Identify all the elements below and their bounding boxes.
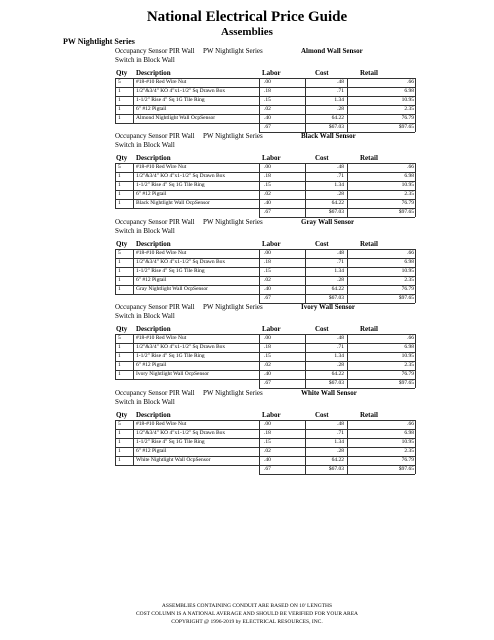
table-gridline xyxy=(259,379,260,388)
total-labor: .67 xyxy=(264,466,271,472)
table-gridline xyxy=(133,334,134,379)
cell-retail: 76.79 xyxy=(401,286,414,292)
total-retail: $97.65 xyxy=(398,466,414,472)
cell-cost: 64.22 xyxy=(331,457,344,463)
cell-retail: 76.79 xyxy=(401,200,414,206)
table-gridline xyxy=(347,249,348,294)
column-header-cost: Cost xyxy=(315,411,329,419)
series-heading: PW Nightlight Series xyxy=(63,37,135,46)
cell-qty: 1 xyxy=(118,277,121,283)
table-gridline xyxy=(115,105,415,106)
table-gridline xyxy=(115,429,415,430)
cell-cost: 64.22 xyxy=(331,286,344,292)
table-gridline xyxy=(115,370,415,371)
cell-description: 6" #12 Pigtail xyxy=(136,106,167,112)
cell-retail: .66 xyxy=(407,164,414,170)
table-gridline xyxy=(415,123,416,132)
assembly-type-label: Occupancy Sensor PIR Wall xyxy=(115,389,195,397)
cell-qty: 1 xyxy=(118,362,121,368)
table-gridline xyxy=(259,294,260,303)
cell-labor: .18 xyxy=(264,173,271,179)
total-cost: $67.03 xyxy=(328,295,344,301)
cell-labor: .15 xyxy=(264,353,271,359)
cell-cost: .48 xyxy=(337,164,344,170)
cell-qty: 5 xyxy=(118,421,121,427)
cell-cost: .28 xyxy=(337,277,344,283)
table-gridline xyxy=(115,258,415,259)
total-retail: $97.65 xyxy=(398,380,414,386)
column-header-retail: Retail xyxy=(360,325,378,333)
footer-line-copyright: COPYRIGHT @ 1996-2019 by ELECTRICAL RESOURCES, INC. xyxy=(171,619,323,625)
cell-qty: 1 xyxy=(118,106,121,112)
cell-description: 1/2"&3/4" KO 4"x1-1/2" Sq Drawn Box xyxy=(136,344,226,350)
assembly-series-label: PW Nightlight Series xyxy=(203,47,263,55)
cell-cost: 1.34 xyxy=(334,182,344,188)
table-gridline xyxy=(347,163,348,208)
cell-labor: .15 xyxy=(264,439,271,445)
cell-labor: .02 xyxy=(264,277,271,283)
column-header-retail: Retail xyxy=(360,69,378,77)
table-gridline xyxy=(415,78,416,123)
total-retail: $97.65 xyxy=(398,209,414,215)
table-gridline xyxy=(115,208,415,209)
table-gridline xyxy=(305,465,306,474)
column-header-labor: Labor xyxy=(262,154,281,162)
footer-line-cost: COST COLUMN IS A NATIONAL AVERAGE AND SHOULD BE VERIFIED FOR YOUR AREA xyxy=(135,611,359,617)
cell-qty: 1 xyxy=(118,286,121,292)
table-gridline xyxy=(305,379,306,388)
table-gridline xyxy=(133,163,134,208)
cell-retail: 76.79 xyxy=(401,371,414,377)
cell-labor: .00 xyxy=(264,164,271,170)
cell-cost: .71 xyxy=(337,259,344,265)
table-gridline xyxy=(115,420,116,465)
column-header-labor: Labor xyxy=(262,325,281,333)
table-gridline xyxy=(115,123,415,124)
cell-cost: 1.34 xyxy=(334,353,344,359)
footer-line-conduit: ASSEMBLIES CONTAINING CONDUIT ARE BASED ON 10' LENGTHS xyxy=(161,603,333,609)
cell-labor: .02 xyxy=(264,362,271,368)
cell-qty: 5 xyxy=(118,335,121,341)
cell-qty: 1 xyxy=(118,173,121,179)
cell-cost: .48 xyxy=(337,335,344,341)
cell-labor: .00 xyxy=(264,421,271,427)
table-gridline xyxy=(347,123,348,132)
table-gridline xyxy=(415,379,416,388)
cell-labor: .40 xyxy=(264,371,271,377)
cell-qty: 1 xyxy=(118,88,121,94)
table-gridline xyxy=(415,465,416,474)
cell-retail: 10.95 xyxy=(401,353,414,359)
table-gridline xyxy=(115,361,415,362)
column-header-retail: Retail xyxy=(360,240,378,248)
table-gridline xyxy=(133,249,134,294)
assembly-title: Ivory Wall Sensor xyxy=(301,303,355,311)
cell-labor: .02 xyxy=(264,106,271,112)
assembly-header xyxy=(115,303,263,321)
table-gridline xyxy=(115,249,415,250)
table-gridline xyxy=(115,78,116,123)
cell-labor: .40 xyxy=(264,286,271,292)
cell-description: 1-1/2" Rise 4" Sq 1G Tile Ring xyxy=(136,182,205,188)
assembly-series-label: PW Nightlight Series xyxy=(203,389,263,397)
cell-cost: .28 xyxy=(337,106,344,112)
footer-notes xyxy=(0,602,494,626)
assembly-title: White Wall Sensor xyxy=(301,389,357,397)
cell-cost: 64.22 xyxy=(331,200,344,206)
cell-qty: 5 xyxy=(118,79,121,85)
cell-qty: 1 xyxy=(118,115,121,121)
table-gridline xyxy=(115,163,116,208)
assembly-location-label: Switch in Block Wall xyxy=(115,56,175,64)
column-header-qty: Qty xyxy=(116,69,128,77)
cell-retail: 6.98 xyxy=(404,344,414,350)
column-header-qty: Qty xyxy=(116,240,128,248)
table-gridline xyxy=(259,123,260,132)
cell-description: 6" #12 Pigtail xyxy=(136,277,167,283)
cell-retail: 10.95 xyxy=(401,97,414,103)
assembly-series-label: PW Nightlight Series xyxy=(203,218,263,226)
table-gridline xyxy=(115,438,415,439)
column-header-labor: Labor xyxy=(262,69,281,77)
table-gridline xyxy=(347,420,348,465)
column-header-cost: Cost xyxy=(315,325,329,333)
column-header-description: Description xyxy=(136,325,171,333)
table-gridline xyxy=(115,352,415,353)
cell-cost: 64.22 xyxy=(331,371,344,377)
assembly-title: Black Wall Sensor xyxy=(301,132,356,140)
cell-qty: 1 xyxy=(118,268,121,274)
assembly-header xyxy=(115,218,263,236)
assembly-type-label: Occupancy Sensor PIR Wall xyxy=(115,132,195,140)
assembly-location-label: Switch in Block Wall xyxy=(115,312,175,320)
cell-retail: 2.35 xyxy=(404,277,414,283)
total-labor: .67 xyxy=(264,380,271,386)
table-gridline xyxy=(305,294,306,303)
table-gridline xyxy=(347,334,348,379)
table-gridline xyxy=(259,474,415,475)
table-gridline xyxy=(115,199,415,200)
cell-retail: 10.95 xyxy=(401,268,414,274)
assembly-type-label: Occupancy Sensor PIR Wall xyxy=(115,303,195,311)
table-gridline xyxy=(115,163,415,164)
cell-retail: 2.35 xyxy=(404,106,414,112)
table-gridline xyxy=(115,78,415,79)
total-cost: $67.03 xyxy=(328,466,344,472)
total-labor: .67 xyxy=(264,124,271,130)
column-header-labor: Labor xyxy=(262,411,281,419)
table-gridline xyxy=(115,96,415,97)
cell-qty: 1 xyxy=(118,439,121,445)
table-gridline xyxy=(259,249,260,294)
total-retail: $97.65 xyxy=(398,124,414,130)
cell-description: Gray Nightlight Wall OcpSensor xyxy=(136,286,209,292)
table-gridline xyxy=(415,294,416,303)
table-gridline xyxy=(115,379,415,380)
page-title: National Electrical Price Guide xyxy=(146,9,348,25)
assembly-location-label: Switch in Block Wall xyxy=(115,141,175,149)
cell-cost: .48 xyxy=(337,250,344,256)
table-gridline xyxy=(115,114,415,115)
table-gridline xyxy=(115,334,415,335)
cell-retail: 10.95 xyxy=(401,182,414,188)
table-gridline xyxy=(115,285,415,286)
cell-description: 1/2"&3/4" KO 4"x1-1/2" Sq Drawn Box xyxy=(136,430,226,436)
table-gridline xyxy=(259,465,260,474)
cell-qty: 1 xyxy=(118,97,121,103)
total-cost: $67.03 xyxy=(328,380,344,386)
cell-qty: 1 xyxy=(118,200,121,206)
column-header-cost: Cost xyxy=(315,69,329,77)
table-gridline xyxy=(115,447,415,448)
cell-qty: 1 xyxy=(118,259,121,265)
cell-retail: 76.79 xyxy=(401,457,414,463)
column-header-retail: Retail xyxy=(360,154,378,162)
cell-description: 1/2"&3/4" KO 4"x1-1/2" Sq Drawn Box xyxy=(136,88,226,94)
cell-description: White Nightlight Wall OcpSensor xyxy=(136,457,211,463)
cell-description: 1-1/2" Rise 4" Sq 1G Tile Ring xyxy=(136,439,205,445)
cell-retail: 76.79 xyxy=(401,115,414,121)
table-gridline xyxy=(115,276,415,277)
assembly-type-label: Occupancy Sensor PIR Wall xyxy=(115,47,195,55)
assembly-location-label: Switch in Block Wall xyxy=(115,398,175,406)
cell-qty: 1 xyxy=(118,371,121,377)
cell-labor: .18 xyxy=(264,88,271,94)
column-header-qty: Qty xyxy=(116,411,128,419)
table-gridline xyxy=(115,267,415,268)
assembly-series-label: PW Nightlight Series xyxy=(203,303,263,311)
table-gridline xyxy=(347,208,348,217)
cell-qty: 1 xyxy=(118,457,121,463)
table-gridline xyxy=(259,334,260,379)
cell-cost: 64.22 xyxy=(331,115,344,121)
cell-description: Almond Nightlight Wall OcpSensor xyxy=(136,115,216,121)
cell-description: 1/2"&3/4" KO 4"x1-1/2" Sq Drawn Box xyxy=(136,173,226,179)
cell-labor: .15 xyxy=(264,182,271,188)
table-gridline xyxy=(115,190,415,191)
cell-description: 1/2"&3/4" KO 4"x1-1/2" Sq Drawn Box xyxy=(136,259,226,265)
table-gridline xyxy=(415,163,416,208)
table-gridline xyxy=(347,294,348,303)
table-gridline xyxy=(415,334,416,379)
cell-qty: 1 xyxy=(118,430,121,436)
cell-cost: .71 xyxy=(337,88,344,94)
total-cost: $67.03 xyxy=(328,124,344,130)
cell-description: Ivory Nightlight Wall OcpSensor xyxy=(136,371,209,377)
cell-qty: 1 xyxy=(118,353,121,359)
table-gridline xyxy=(115,87,415,88)
cell-description: 1-1/2" Rise 4" Sq 1G Tile Ring xyxy=(136,353,205,359)
cell-description: #18-#10 Red Wire Nut xyxy=(136,250,187,256)
column-header-cost: Cost xyxy=(315,154,329,162)
cell-description: #18-#10 Red Wire Nut xyxy=(136,421,187,427)
cell-description: #18-#10 Red Wire Nut xyxy=(136,79,187,85)
cell-retail: 6.98 xyxy=(404,88,414,94)
total-retail: $97.65 xyxy=(398,295,414,301)
cell-retail: .66 xyxy=(407,79,414,85)
column-header-qty: Qty xyxy=(116,325,128,333)
assembly-title: Gray Wall Sensor xyxy=(301,218,355,226)
cell-qty: 1 xyxy=(118,448,121,454)
column-header-labor: Labor xyxy=(262,240,281,248)
cell-cost: .48 xyxy=(337,79,344,85)
cell-qty: 5 xyxy=(118,164,121,170)
table-gridline xyxy=(259,163,260,208)
cell-labor: .15 xyxy=(264,97,271,103)
cell-cost: .71 xyxy=(337,430,344,436)
cell-description: 1-1/2" Rise 4" Sq 1G Tile Ring xyxy=(136,97,205,103)
column-header-cost: Cost xyxy=(315,240,329,248)
total-labor: .67 xyxy=(264,295,271,301)
cell-labor: .40 xyxy=(264,115,271,121)
cell-qty: 1 xyxy=(118,191,121,197)
column-header-qty: Qty xyxy=(116,154,128,162)
cell-cost: 1.34 xyxy=(334,439,344,445)
table-gridline xyxy=(305,208,306,217)
table-gridline xyxy=(115,456,415,457)
table-gridline xyxy=(305,163,306,208)
cell-cost: 1.34 xyxy=(334,97,344,103)
table-gridline xyxy=(415,249,416,294)
table-gridline xyxy=(347,78,348,123)
table-gridline xyxy=(305,420,306,465)
assembly-title: Almond Wall Sensor xyxy=(301,47,363,55)
assembly-header xyxy=(115,47,263,65)
cell-qty: 1 xyxy=(118,182,121,188)
cell-labor: .40 xyxy=(264,200,271,206)
table-gridline xyxy=(259,208,260,217)
cell-description: Black Nightlight Wall OcpSensor xyxy=(136,200,210,206)
cell-cost: .48 xyxy=(337,421,344,427)
table-gridline xyxy=(347,465,348,474)
table-gridline xyxy=(305,249,306,294)
table-gridline xyxy=(115,249,116,294)
table-gridline xyxy=(115,334,116,379)
cell-labor: .02 xyxy=(264,191,271,197)
cell-retail: 10.95 xyxy=(401,439,414,445)
table-gridline xyxy=(133,420,134,465)
cell-retail: .66 xyxy=(407,421,414,427)
table-gridline xyxy=(115,181,415,182)
table-gridline xyxy=(133,78,134,123)
cell-labor: .00 xyxy=(264,250,271,256)
cell-labor: .00 xyxy=(264,79,271,85)
assembly-series-label: PW Nightlight Series xyxy=(203,132,263,140)
table-gridline xyxy=(259,420,260,465)
cell-description: #18-#10 Red Wire Nut xyxy=(136,335,187,341)
cell-cost: .28 xyxy=(337,362,344,368)
table-gridline xyxy=(415,208,416,217)
assembly-location-label: Switch in Block Wall xyxy=(115,227,175,235)
cell-description: 1-1/2" Rise 4" Sq 1G Tile Ring xyxy=(136,268,205,274)
cell-retail: 6.98 xyxy=(404,259,414,265)
table-gridline xyxy=(305,78,306,123)
assembly-header xyxy=(115,132,263,150)
cell-description: 6" #12 Pigtail xyxy=(136,448,167,454)
cell-labor: .02 xyxy=(264,448,271,454)
cell-labor: .40 xyxy=(264,457,271,463)
cell-labor: .00 xyxy=(264,335,271,341)
cell-retail: .66 xyxy=(407,250,414,256)
cell-cost: .71 xyxy=(337,173,344,179)
assembly-header xyxy=(115,389,263,407)
column-header-description: Description xyxy=(136,240,171,248)
cell-labor: .15 xyxy=(264,268,271,274)
cell-description: 6" #12 Pigtail xyxy=(136,362,167,368)
cell-labor: .18 xyxy=(264,430,271,436)
cell-description: #18-#10 Red Wire Nut xyxy=(136,164,187,170)
column-header-description: Description xyxy=(136,154,171,162)
cell-labor: .18 xyxy=(264,259,271,265)
cell-retail: 2.35 xyxy=(404,448,414,454)
column-header-description: Description xyxy=(136,411,171,419)
cell-cost: 1.34 xyxy=(334,268,344,274)
cell-cost: .28 xyxy=(337,448,344,454)
table-gridline xyxy=(115,465,415,466)
cell-retail: .66 xyxy=(407,335,414,341)
cell-description: 6" #12 Pigtail xyxy=(136,191,167,197)
cell-labor: .18 xyxy=(264,344,271,350)
cell-retail: 2.35 xyxy=(404,362,414,368)
column-header-retail: Retail xyxy=(360,411,378,419)
table-gridline xyxy=(347,379,348,388)
table-gridline xyxy=(115,172,415,173)
assembly-type-label: Occupancy Sensor PIR Wall xyxy=(115,218,195,226)
table-gridline xyxy=(115,294,415,295)
table-gridline xyxy=(115,343,415,344)
column-header-description: Description xyxy=(136,69,171,77)
cell-cost: .28 xyxy=(337,191,344,197)
table-gridline xyxy=(259,78,260,123)
cell-qty: 1 xyxy=(118,344,121,350)
table-gridline xyxy=(115,420,415,421)
total-cost: $67.03 xyxy=(328,209,344,215)
table-gridline xyxy=(415,420,416,465)
cell-retail: 6.98 xyxy=(404,173,414,179)
total-labor: .67 xyxy=(264,209,271,215)
page-subtitle: Assemblies xyxy=(221,26,273,38)
cell-retail: 2.35 xyxy=(404,191,414,197)
cell-cost: .71 xyxy=(337,344,344,350)
table-gridline xyxy=(305,334,306,379)
cell-retail: 6.98 xyxy=(404,430,414,436)
cell-qty: 5 xyxy=(118,250,121,256)
table-gridline xyxy=(305,123,306,132)
